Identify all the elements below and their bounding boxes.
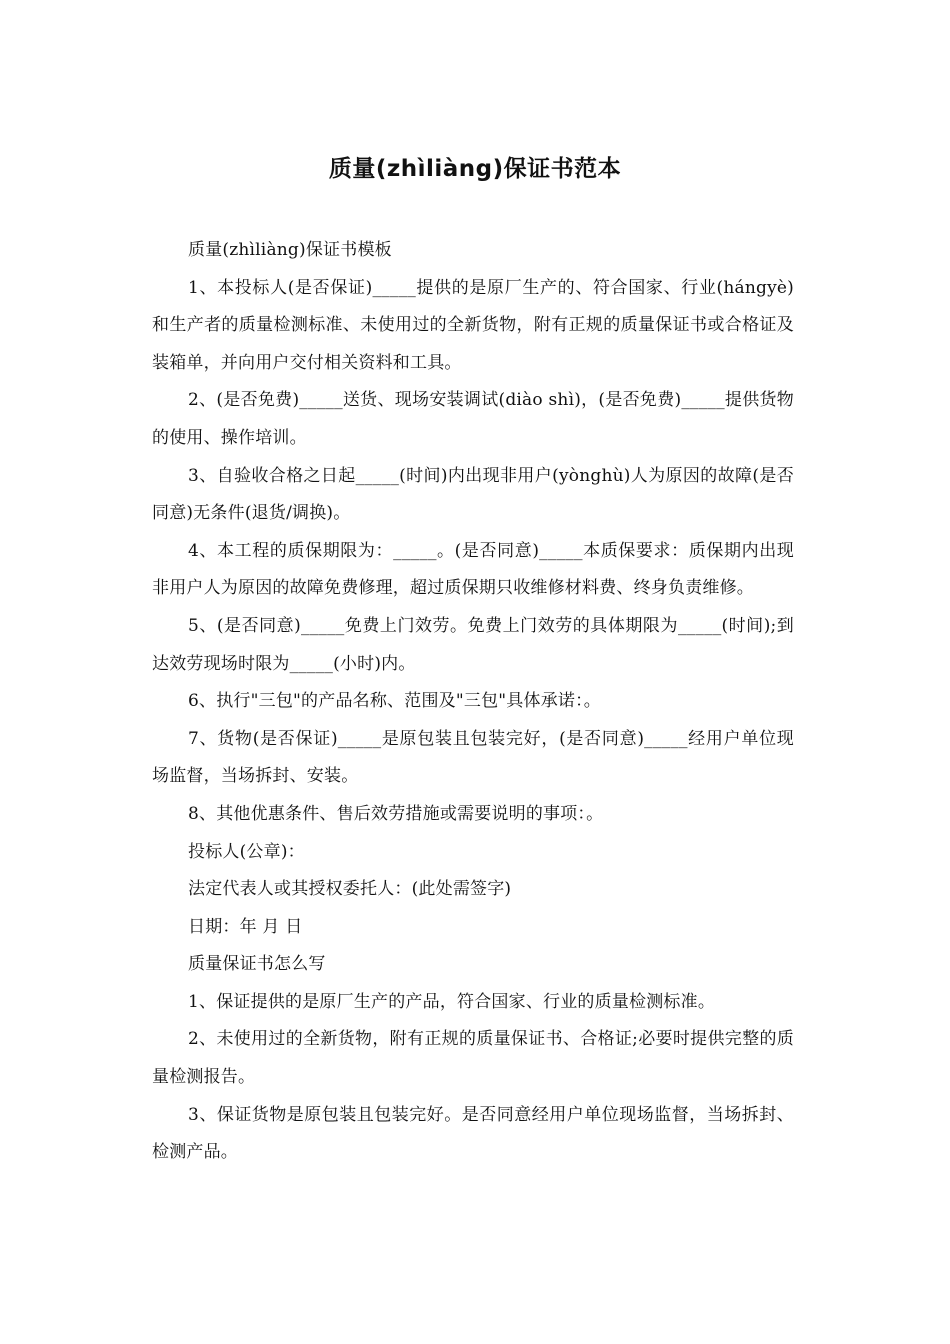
paragraph-item-2: 2、(是否免费)_____送货、现场安装调试(diào shì)，(是否免费)_____提供货物的使用、操作培训。: [152, 390, 794, 448]
how-to-write-heading: 质量保证书怎么写: [188, 954, 326, 975]
paragraph-template-heading: 质量(zhìliàng)保证书模板: [188, 240, 392, 260]
document-title: 质量(zhìliàng)保证书范本: [328, 156, 622, 182]
representative-signature-line: 法定代表人或其授权委托人：(此处需签字): [188, 879, 512, 900]
document-body: [152, 232, 794, 1172]
paragraph-item-8: 8、其他优惠条件、售后效劳措施或需要说明的事项：。: [188, 803, 604, 824]
paragraph-item-5: 5、(是否同意)_____免费上门效劳。免费上门效劳的具体期限为_____(时间);到达效劳现场时限为_____(小时)内。: [152, 615, 794, 674]
paragraph-item-3: 3、自验收合格之日起_____(时间)内出现非用户(yònghù)人为原因的故障(是否同意)无条件(退货/调换)。: [152, 465, 794, 524]
paragraph-item-1: 1、本投标人(是否保证)_____提供的是原厂生产的、符合国家、行业(hángyè)和生产者的质量检测标准、未使用过的全新货物，附有正规的质量保证书或合格证及装箱单，并向用户交付相关资料和工具。: [152, 277, 794, 373]
paragraph-item-6: 6、执行"三包"的产品名称、范围及"三包"具体承诺：。: [188, 691, 601, 712]
paragraph-item-4: 4、本工程的质保期限为：_____。(是否同意)_____本质保要求：质保期内出现非用户人为原因的故障免费修理，超过质保期只收维修材料费、终身负责维修。: [152, 540, 794, 599]
guide-item-1: 1、保证提供的是原厂生产的产品，符合国家、行业的质量检测标准。: [188, 991, 716, 1012]
guide-item-3: 3、保证货物是原包装且包装完好。是否同意经用户单位现场监督，当场拆封、检测产品。: [152, 1104, 794, 1163]
paragraph-item-7: 7、货物(是否保证)_____是原包装且包装完好，(是否同意)_____经用户单位现场监督，当场拆封、安装。: [152, 728, 794, 787]
guide-item-2: 2、未使用过的全新货物，附有正规的质量保证书、合格证;必要时提供完整的质量检测报告。: [152, 1029, 794, 1088]
date-line: 日期：年 月 日: [188, 916, 303, 937]
bidder-seal-line: 投标人(公章)：: [188, 841, 305, 862]
